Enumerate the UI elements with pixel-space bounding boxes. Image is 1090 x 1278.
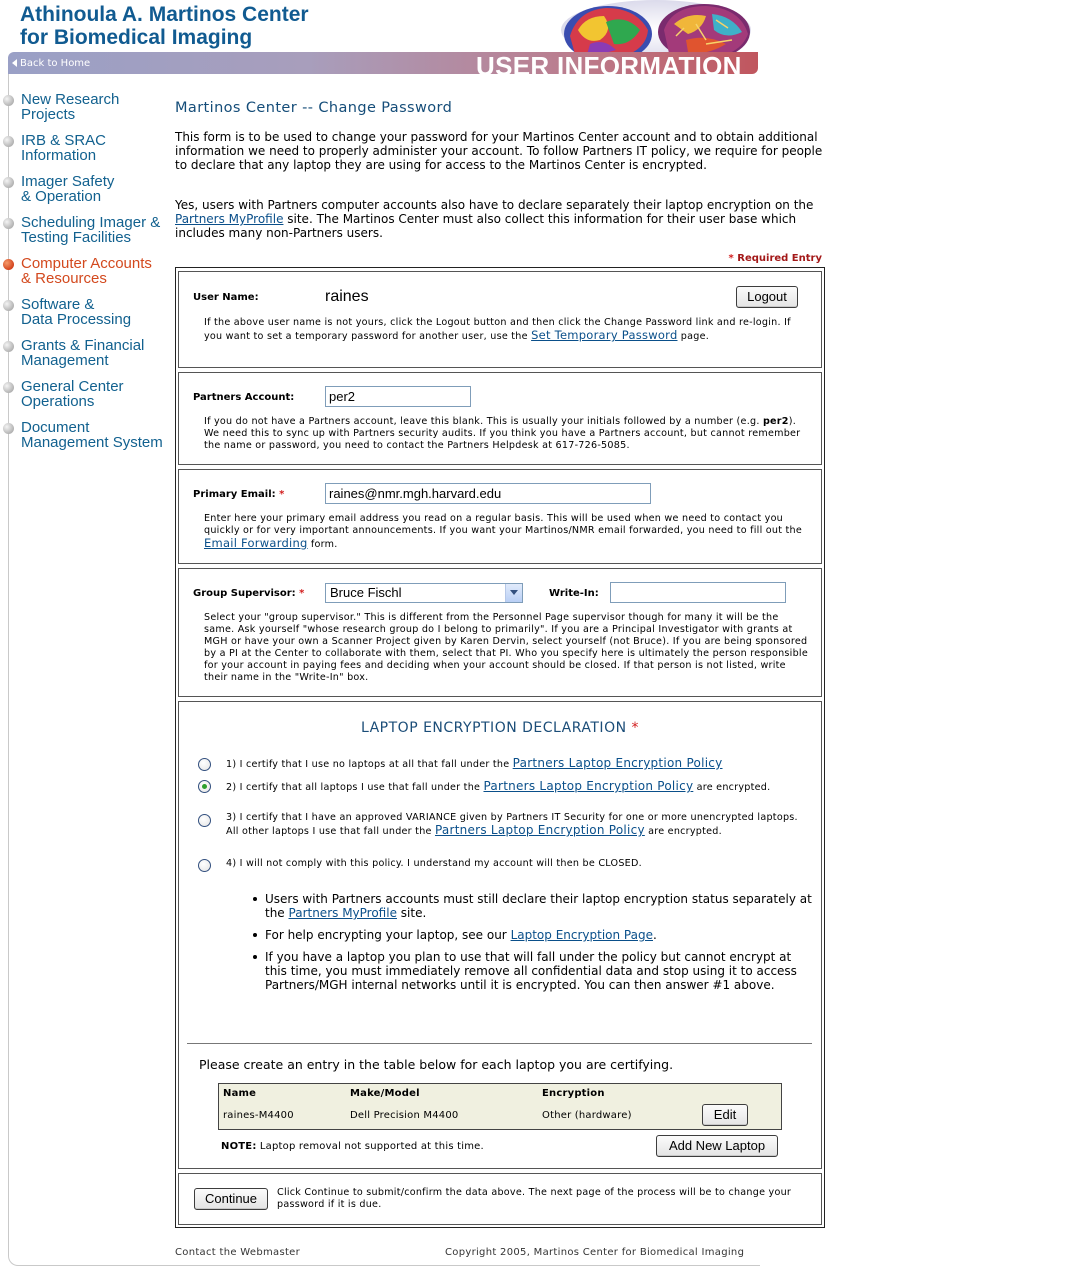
sidebar-item-label: Software & Data Processing xyxy=(21,296,132,328)
laptop-notes-list xyxy=(253,892,813,1000)
primary-email-help: Enter here your primary email address you read on a regular basis. This will be used when we need to contact you quickly or for very important announcements. If you want your Martinos/NMR email forwarded, you need to fill out the Email Forwarding form. xyxy=(204,513,803,550)
email-forwarding-link[interactable]: Email Forwarding xyxy=(204,536,308,550)
sidebar-item-document-management[interactable] xyxy=(3,420,163,456)
laptop-removal-note: NOTE: Laptop removal not supported at this time. xyxy=(221,1141,484,1152)
sidebar-item-label: General Center Operations xyxy=(21,378,124,410)
sidebar-item-computer-accounts[interactable] xyxy=(3,256,163,292)
laptop-encryption-heading: LAPTOP ENCRYPTION DECLARATION * xyxy=(360,720,640,736)
write-in-label: Write-In: xyxy=(549,588,599,599)
group-supervisor-select[interactable]: Bruce Fischl xyxy=(325,583,523,603)
user-name-label: User Name: xyxy=(193,292,259,303)
chevron-down-icon[interactable] xyxy=(505,584,522,602)
laptop-name-cell: raines-M4400 xyxy=(223,1110,294,1121)
sidebar-item-label: Imager Safety & Operation xyxy=(21,173,115,205)
sidebar-item-software[interactable] xyxy=(3,297,163,333)
logout-button[interactable]: Logout xyxy=(736,286,798,308)
column-header-encryption: Encryption xyxy=(542,1088,605,1099)
column-header-make-model: Make/Model xyxy=(350,1088,420,1099)
edit-laptop-button[interactable]: Edit xyxy=(702,1104,748,1126)
site-title xyxy=(20,3,309,49)
sidebar-item-label: Document Management System xyxy=(21,419,163,451)
sidebar-item-label: Computer Accounts & Resources xyxy=(21,255,152,287)
user-name-help: If the above user name is not yours, click the Logout button and then click the Change Password link and re-login. If you want to set a temporary password for another user, use the Set Temporary Password page. xyxy=(204,317,791,342)
laptop-model-cell: Dell Precision M4400 xyxy=(350,1110,459,1121)
encryption-policy-link[interactable]: Partners Laptop Encryption Policy xyxy=(434,823,645,837)
bullet-icon xyxy=(3,218,14,229)
partners-account-help: If you do not have a Partners account, leave this blank. This is usually your initials followed by a number (e.g. per2). We need this to sync up with Partners security audits. If you think you have a Partners account, but cannot remember the name or password, you need to contact the Partners Helpdesk at 617-726-5085. xyxy=(204,416,801,451)
option-2-label: 2) I certify that all laptops I use that fall under the Partners Laptop Encryption Policy are encrypted. xyxy=(226,779,771,793)
group-supervisor-label: Group Supervisor: * xyxy=(193,588,305,599)
sidebar-item-label: IRB & SRAC Information xyxy=(21,132,107,164)
continue-help: Click Continue to submit/confirm the data above. The next page of the process will be to change your password if it is due. xyxy=(277,1187,792,1210)
sidebar-item-label: Grants & Financial Management xyxy=(21,337,145,369)
option-2-radio[interactable] xyxy=(198,780,211,793)
laptop-encryption-page-link[interactable]: Laptop Encryption Page xyxy=(510,928,653,942)
column-header-name: Name xyxy=(223,1088,257,1099)
option-4-label: 4) I will not comply with this policy. I understand my account will then be CLOSED. xyxy=(226,858,642,869)
user-name-value: raines xyxy=(325,288,369,305)
partners-account-input[interactable]: per2 xyxy=(325,386,471,407)
sidebar-item-irb-srac[interactable] xyxy=(3,133,163,169)
sidebar-item-label: New Research Projects xyxy=(21,91,120,123)
sidebar-item-imager-safety[interactable] xyxy=(3,174,163,210)
bullet-icon xyxy=(3,95,14,106)
intro-paragraph-1: This form is to be used to change your password for your Martinos Center account and to obtain additional information we need to properly administer your account. To follow Partners IT policy, we require for people to declare that any laptop they are using for access to the Martinos Center is encrypted. xyxy=(175,130,823,172)
partners-myprofile-link[interactable]: Partners MyProfile xyxy=(175,212,284,226)
sidebar-item-scheduling[interactable] xyxy=(3,215,163,251)
bullet-icon xyxy=(3,382,14,393)
intro-paragraph-2: Yes, users with Partners computer accounts also have to declare separately their laptop encryption on the Partners MyProfile site. The Martinos Center must also collect this information for their user base which includes many non-Partners users. xyxy=(175,198,814,240)
write-in-input[interactable] xyxy=(610,582,786,603)
page-title: Martinos Center -- Change Password xyxy=(175,100,453,116)
list-item: For help encrypting your laptop, see our Laptop Encryption Page. xyxy=(253,928,813,942)
required-star: * xyxy=(728,253,734,264)
bullet-icon xyxy=(3,423,14,434)
sidebar-item-label: Scheduling Imager & Testing Facilities xyxy=(21,214,161,246)
required-entry-note: * Required Entry xyxy=(728,253,822,264)
back-to-home-link[interactable] xyxy=(12,58,90,69)
encryption-policy-link[interactable]: Partners Laptop Encryption Policy xyxy=(483,779,694,793)
bullet-icon xyxy=(3,300,14,311)
partners-account-label: Partners Account: xyxy=(193,392,295,403)
bullet-icon xyxy=(3,136,14,147)
laptop-encryption-cell: Other (hardware) xyxy=(542,1110,632,1121)
site-title-line1: Athinoula A. Martinos Center xyxy=(20,3,309,26)
back-to-home-label: Back to Home xyxy=(20,58,91,69)
list-item: If you have a laptop you plan to use that will fall under the policy but cannot encrypt at this time, you must immediately remove all confidential data and stop using it to access Partners/MGH internal networks until it is encrypted. You can then answer #1 above. xyxy=(253,950,813,992)
option-3-radio[interactable] xyxy=(198,814,211,827)
list-item: Users with Partners accounts must still declare their laptop encryption status separately at the Partners MyProfile site. xyxy=(253,892,813,920)
primary-email-label: Primary Email: * xyxy=(193,489,285,500)
encryption-policy-link[interactable]: Partners Laptop Encryption Policy xyxy=(512,756,723,770)
back-arrow-icon xyxy=(12,59,17,67)
partners-myprofile-link[interactable]: Partners MyProfile xyxy=(288,906,397,920)
site-title-line2: for Biomedical Imaging xyxy=(20,26,253,49)
page-banner-label: USER INFORMATION xyxy=(476,51,742,81)
set-temporary-password-link[interactable]: Set Temporary Password xyxy=(531,328,678,342)
option-4-radio[interactable] xyxy=(198,859,211,872)
add-new-laptop-button[interactable]: Add New Laptop xyxy=(656,1135,778,1157)
option-3-label: 3) I certify that I have an approved VARIANCE given by Partners IT Security for one or more unencrypted laptops. All other laptops I use that fall under the Partners Laptop Encryption Policy are encrypted. xyxy=(226,812,798,837)
continue-button[interactable]: Continue xyxy=(194,1188,268,1210)
brain-banner-image xyxy=(556,0,756,58)
bullet-icon xyxy=(3,341,14,352)
section-divider xyxy=(187,1043,812,1044)
bullet-icon xyxy=(3,177,14,188)
sidebar-item-new-research-projects[interactable] xyxy=(3,92,163,128)
contact-webmaster-link[interactable]: Contact the Webmaster xyxy=(175,1247,301,1258)
option-1-radio[interactable] xyxy=(198,758,211,771)
copyright-text: Copyright 2005, Martinos Center for Biomedical Imaging xyxy=(445,1247,745,1258)
laptop-table-prompt: Please create an entry in the table below for each laptop you are certifying. xyxy=(199,1057,674,1072)
group-supervisor-help: Select your "group supervisor." This is different from the Personnel Page supervisor though for many it will be the same. Ask yourself "whose research group do I belong to primarily". If you are a Principal Investigator with grants at MGH or have your own a Scanner Project given by Karen Dervin, select yourself (not Bruce). If you are being sponsored by a PI at the Center to collaborate with them, select that PI. Who you specify here is ultimately the person responsible for your account in paying fees and deciding when your account should be closed. If that person is not listed, write their name in the "Write-In" box. xyxy=(204,612,808,683)
option-1-label: 1) I certify that I use no laptops at all that fall under the Partners Laptop Encryption Policy xyxy=(226,756,723,770)
primary-email-input[interactable]: raines@nmr.mgh.harvard.edu xyxy=(325,483,651,504)
sidebar-item-general-center[interactable] xyxy=(3,379,163,415)
active-bullet-icon xyxy=(3,259,14,270)
sidebar-item-grants[interactable] xyxy=(3,338,163,374)
brain-illustration-icon xyxy=(556,0,756,58)
laptop-table xyxy=(218,1083,782,1130)
